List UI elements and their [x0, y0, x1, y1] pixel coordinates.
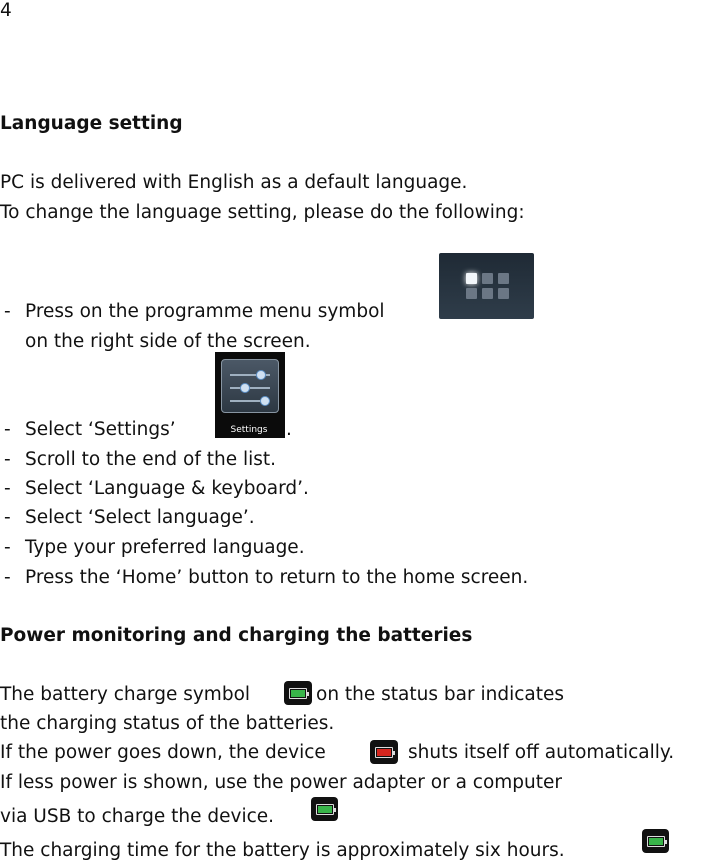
power-line-3b: shuts itself off automatically.: [408, 742, 675, 763]
step-type-language: Type your preferred language.: [25, 537, 305, 558]
power-line-4: If less power is shown, use the power adapter or a computer: [0, 772, 563, 793]
step-press-home: Press the ‘Home’ button to return to the home screen.: [25, 567, 529, 588]
bullet: -: [4, 419, 11, 440]
power-line-3a: If the power goes down, the device: [0, 742, 326, 763]
bullet: -: [4, 449, 11, 470]
settings-icon-label: Settings: [230, 425, 268, 435]
intro-line-2: To change the language setting, please do the following:: [0, 202, 525, 223]
step-select-settings: Select ‘Settings’: [25, 419, 176, 440]
bullet: -: [4, 507, 11, 528]
programme-menu-icon: [439, 253, 534, 319]
power-line-2: the charging status of the batteries.: [0, 713, 335, 734]
battery-low-icon: [370, 740, 398, 764]
power-line-5: via USB to charge the device.: [0, 806, 275, 827]
battery-icon: [311, 797, 338, 821]
step-press-menu-cont: on the right side of the screen.: [25, 331, 311, 352]
bullet: -: [4, 537, 11, 558]
step-scroll: Scroll to the end of the list.: [25, 449, 277, 470]
power-line-1a: The battery charge symbol: [0, 684, 251, 705]
step-press-menu: Press on the programme menu symbol: [25, 301, 385, 322]
power-line-1b: on the status bar indicates: [316, 684, 564, 705]
battery-icon: [284, 681, 312, 705]
step-settings-period: .: [286, 419, 292, 440]
power-line-6: The charging time for the battery is approximately six hours.: [0, 840, 565, 861]
bullet: -: [4, 301, 11, 322]
bullet: -: [4, 478, 11, 499]
page-number: 4: [0, 0, 12, 21]
power-heading: Power monitoring and charging the batteries: [0, 625, 473, 646]
step-select-language: Select ‘Select language’.: [25, 507, 255, 528]
language-heading: Language setting: [0, 113, 183, 134]
intro-line-1: PC is delivered with English as a default language.: [0, 172, 468, 193]
settings-icon: [215, 352, 285, 438]
battery-icon: [642, 829, 669, 853]
bullet: -: [4, 567, 11, 588]
step-language-keyboard: Select ‘Language & keyboard’.: [25, 478, 309, 499]
